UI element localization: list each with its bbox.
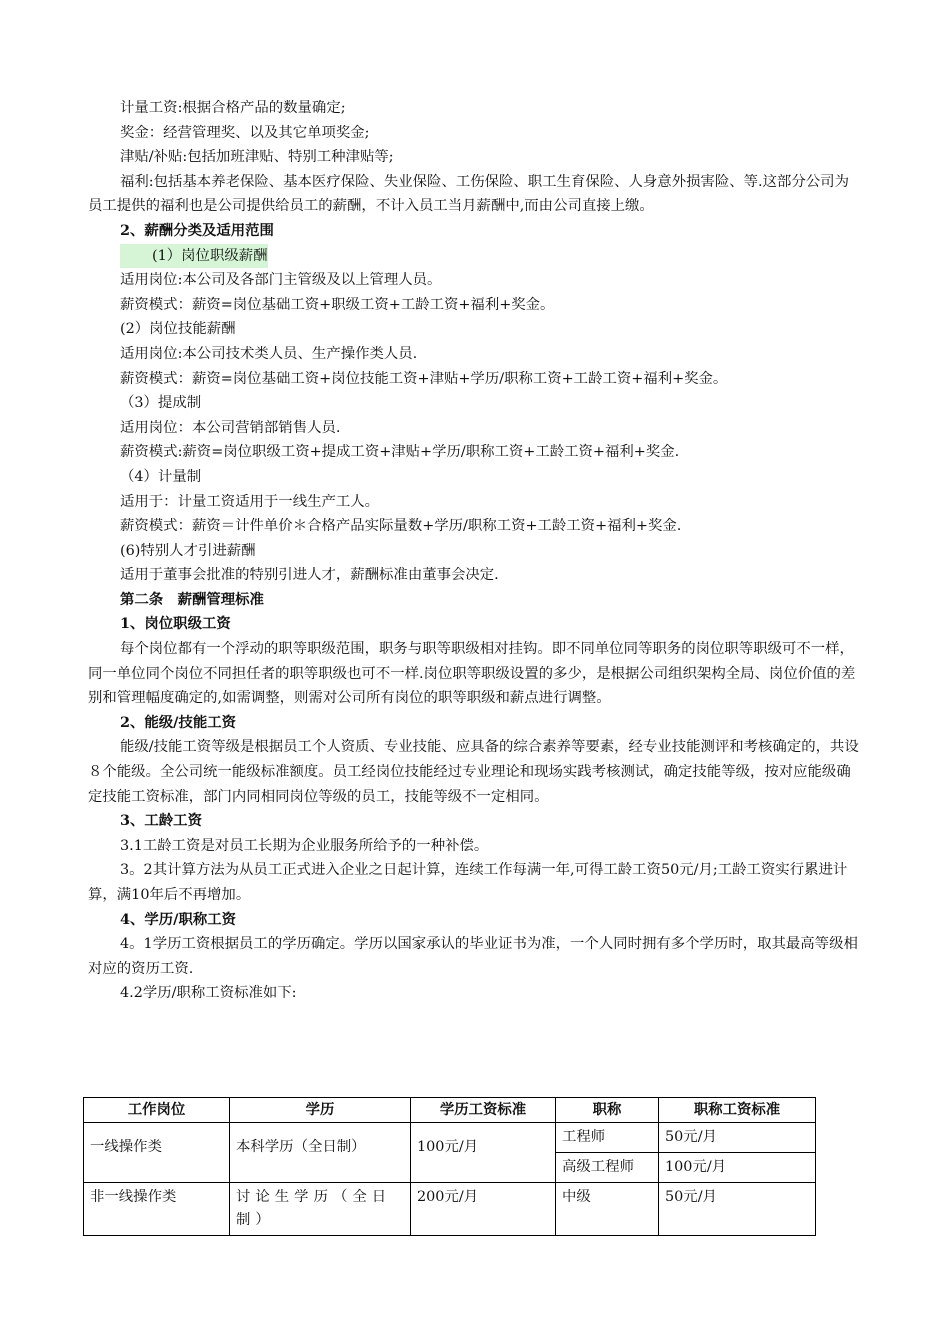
header-education: 学历 — [230, 1098, 411, 1123]
cell-education: 本科学历（全日制） — [230, 1123, 411, 1183]
paragraph-education-1: 4。1学历工资根据员工的学历确定。学历以国家承认的毕业证书为准，一个人同时拥有多个学历时，取其最高等级相对应的资历工资. — [88, 936, 858, 977]
header-post: 工作岗位 — [84, 1098, 230, 1123]
subsection-2-scope: 适用岗位:本公司技术类人员、生产操作类人员. — [120, 345, 418, 362]
education-wage-table — [83, 1097, 816, 1236]
header-education-pay: 学历工资标准 — [411, 1098, 556, 1123]
cell-post: 一线操作类 — [84, 1123, 230, 1183]
cell-education-pay: 100元/月 — [411, 1123, 556, 1183]
paragraph-bonus: 奖金：经营管理奖、以及其它单项奖金; — [120, 124, 370, 141]
paragraph-education-2: 4.2学历/职称工资标准如下: — [120, 985, 297, 1002]
subsection-2-formula: 薪资模式：薪资=岗位基础工资+岗位技能工资+津贴+学历/职称工资+工龄工资+福利+奖金。 — [120, 370, 728, 387]
subsection-4: （4）计量制 — [120, 468, 202, 485]
subsection-3-formula: 薪资模式:薪资=岗位职级工资+提成工资+津贴+学历/职称工资+工龄工资+福利+奖金. — [120, 444, 680, 461]
subsection-4-formula: 薪资模式：薪资＝计件单价＊合格产品实际量数+学历/职称工资+工龄工资+福利+奖金. — [120, 518, 682, 535]
document-body — [88, 96, 863, 1006]
cell-title: 高级工程师 — [556, 1153, 659, 1183]
highlighted-text: (1）岗位职级薪酬 — [120, 244, 268, 269]
heading-skill-wage: 2、能级/技能工资 — [120, 713, 237, 731]
heading-education-wage: 4、学历/职称工资 — [120, 910, 237, 928]
subsection-1 — [88, 244, 863, 269]
cell-education-pay: 200元/月 — [411, 1183, 556, 1236]
table-row — [84, 1123, 816, 1153]
paragraph-seniority-2: 3。2其计算方法为从员工正式进入企业之日起计算，连续工作每满一年,可得工龄工资50元/月;工龄工资实行累进计算，满10年后不再增加。 — [88, 862, 848, 903]
table-header-row — [84, 1098, 816, 1123]
cell-education: 讨论生学历（全日制） — [230, 1183, 411, 1236]
header-title: 职称 — [556, 1098, 659, 1123]
paragraph-allowance: 津贴/补贴:包括加班津贴、特别工种津贴等; — [120, 149, 394, 166]
cell-title-pay: 50元/月 — [659, 1183, 816, 1236]
cell-title: 工程师 — [556, 1123, 659, 1153]
cell-title-pay: 100元/月 — [659, 1153, 816, 1183]
heading-seniority-wage: 3、工龄工资 — [120, 812, 202, 830]
paragraph-seniority-1: 3.1工龄工资是对员工长期为企业服务所给予的一种补偿。 — [120, 837, 489, 854]
subsection-6-scope: 适用于董事会批准的特别引进人才，薪酬标准由董事会决定. — [120, 567, 499, 584]
subsection-6: (6)特别人才引进薪酬 — [120, 542, 256, 559]
paragraph-piece-wage: 计量工资:根据合格产品的数量确定; — [120, 100, 346, 116]
paragraph-benefits: 福利:包括基本养老保险、基本医疗保险、失业保险、工伤保险、职工生育保险、人身意外损害险、等.这部分公司为员工提供的福利也是公司提供给员工的薪酬，不计入员工当月薪酬中,而由公司直接上缴。 — [88, 173, 849, 215]
subsection-1-scope: 适用岗位:本公司及各部门主管级及以上管理人员。 — [120, 272, 442, 289]
subsection-3-scope: 适用岗位：本公司营销部销售人员. — [120, 419, 341, 436]
cell-title: 中级 — [556, 1183, 659, 1236]
cell-post: 非一线操作类 — [84, 1183, 230, 1236]
paragraph-skill-wage: 能级/技能工资等级是根据员工个人资质、专业技能、应具备的综合素养等要素，经专业技能测评和考核确定的，共设８个能级。全公司统一能级标准额度。员工经岗位技能经过专业理论和现场实践考核测试，确定技能等级，按对应能级确定技能工资标准，部门内同相同岗位等级的员工，技能等级不一定相同。 — [88, 739, 859, 805]
heading-grade-wage: 1、岗位职级工资 — [120, 615, 231, 633]
subsection-4-scope: 适用于：计量工资适用于一线生产工人。 — [120, 493, 380, 510]
subsection-3: （3）提成制 — [120, 395, 202, 412]
cell-title-pay: 50元/月 — [659, 1123, 816, 1153]
header-title-pay: 职称工资标准 — [659, 1098, 816, 1123]
table-row — [84, 1183, 816, 1236]
paragraph-grade-wage: 每个岗位都有一个浮动的职等职级范围，职务与职等职级相对挂钩。即不同单位同等职务的岗位职等职级可不一样，同一单位同个岗位不同担任者的职等职级也可不一样.岗位职等职级设置的多少，是根据公司组织架构全局、岗位价值的差别和管理幅度确定的,如需调整，则需对公司所有岗位的职等职级和薪点进行调整。 — [88, 641, 856, 707]
section-heading: 2、薪酬分类及适用范围 — [120, 221, 274, 239]
article-heading: 第二条 薪酬管理标准 — [120, 590, 264, 608]
subsection-1-formula: 薪资模式：薪资=岗位基础工资+职级工资+工龄工资+福利+奖金。 — [120, 296, 555, 313]
subsection-2: (2）岗位技能薪酬 — [120, 321, 236, 338]
